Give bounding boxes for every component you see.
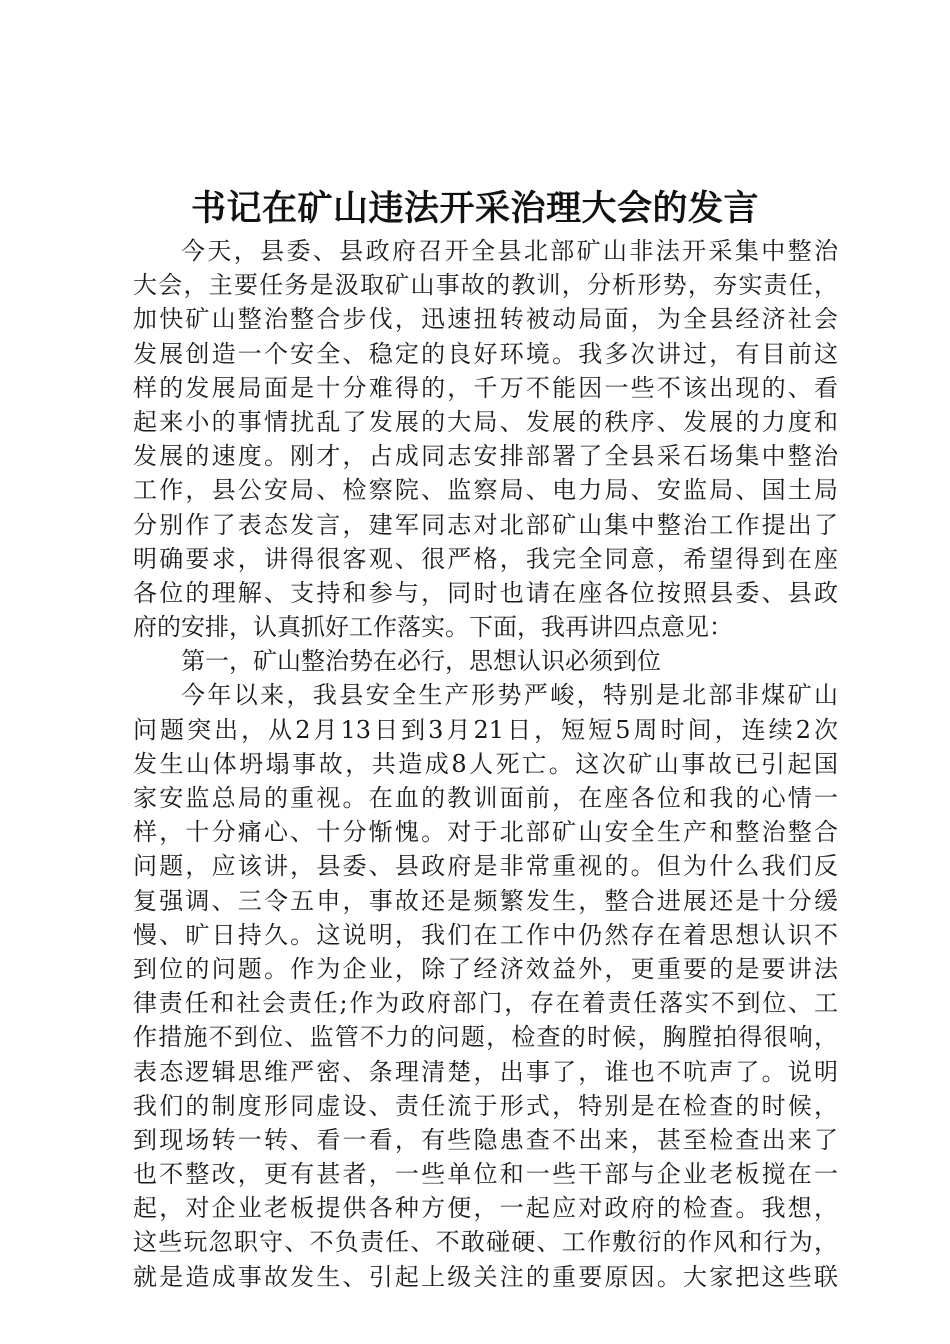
body-line: 就是造成事故发生、引起上级关注的重要原因。大家把这些联 <box>133 1262 838 1291</box>
body-line: 今天，县委、县政府召开全县北部矿山非法开采集中整治 <box>181 237 838 265</box>
body-line: 第一，矿山整治势在必行，思想认识必须到位 <box>181 647 661 676</box>
body-line: 起来小的事情扰乱了发展的大局、发展的秩序、发展的力度和 <box>133 407 838 436</box>
body-line: 样的发展局面是十分难得的，千万不能因一些不该出现的、看 <box>133 373 838 402</box>
body-line: 样，十分痛心、十分惭愧。对于北部矿山安全生产和整治整合 <box>133 818 838 847</box>
body-line: 我们的制度形同虚设、责任流于形式，特别是在检查的时候， <box>133 1091 838 1120</box>
body-line: 府的安排，认真抓好工作落实。下面，我再讲四点意见： <box>133 613 733 642</box>
body-line: 慢、旷日持久。这说明，我们在工作中仍然存在着思想认识不 <box>133 920 838 949</box>
body-line: 到现场转一转、看一看，有些隐患查不出来，甚至检查出来了 <box>133 1125 838 1154</box>
body-line: 问题突出，从2月13日到3月21日，短短5周时间，连续2次 <box>133 715 838 744</box>
body-line: 问题，应该讲，县委、县政府是非常重视的。但为什么我们反 <box>133 852 838 881</box>
body-line: 也不整改，更有甚者，一些单位和一些干部与企业老板搅在一 <box>133 1160 838 1189</box>
body-line: 分别作了表态发言，建军同志对北部矿山集中整治工作提出了 <box>133 510 838 539</box>
body-line: 各位的理解、支持和参与，同时也请在座各位按照县委、县政 <box>133 578 838 607</box>
body-line: 明确要求，讲得很客观、很严格，我完全同意，希望得到在座 <box>133 544 838 573</box>
body-line: 律责任和社会责任;作为政府部门，存在着责任落实不到位、工 <box>133 989 838 1018</box>
body-line: 家安监总局的重视。在血的教训面前，在座各位和我的心情一 <box>133 784 838 812</box>
body-line: 这些玩忽职守、不负责任、不敢碰硬、工作敷衍的作风和行为， <box>133 1228 838 1257</box>
body-line: 复强调、三令五申，事故还是频繁发生，整合进展还是十分缓 <box>133 886 838 915</box>
body-line: 加快矿山整治整合步伐，迅速扭转被动局面，为全县经济社会 <box>133 305 838 334</box>
document-title: 书记在矿山违法开采治理大会的发言 <box>190 188 759 229</box>
body-line: 今年以来，我县安全生产形势严峻，特别是北部非煤矿山 <box>181 681 838 710</box>
body-line: 起，对企业老板提供各种方便，一起应对政府的检查。我想， <box>133 1194 838 1223</box>
body-line: 到位的问题。作为企业，除了经济效益外，更重要的是要讲法 <box>133 954 838 983</box>
body-line: 大会，主要任务是汲取矿山事故的教训，分析形势，夯实责任， <box>133 271 838 300</box>
body-line: 发生山体坍塌事故，共造成8人死亡。这次矿山事故已引起国 <box>133 749 838 778</box>
body-line: 发展的速度。刚才，占成同志安排部署了全县采石场集中整治 <box>133 442 838 471</box>
document-body <box>133 234 838 1294</box>
body-line: 作措施不到位、监管不力的问题，检查的时候，胸膛拍得很响， <box>133 1023 838 1052</box>
body-line: 发展创造一个安全、稳定的良好环境。我多次讲过，有目前这 <box>133 339 838 368</box>
body-line: 工作，县公安局、检察院、监察局、电力局、安监局、国土局 <box>133 476 838 505</box>
body-line: 表态逻辑思维严密、条理清楚，出事了，谁也不吭声了。说明 <box>133 1057 838 1086</box>
